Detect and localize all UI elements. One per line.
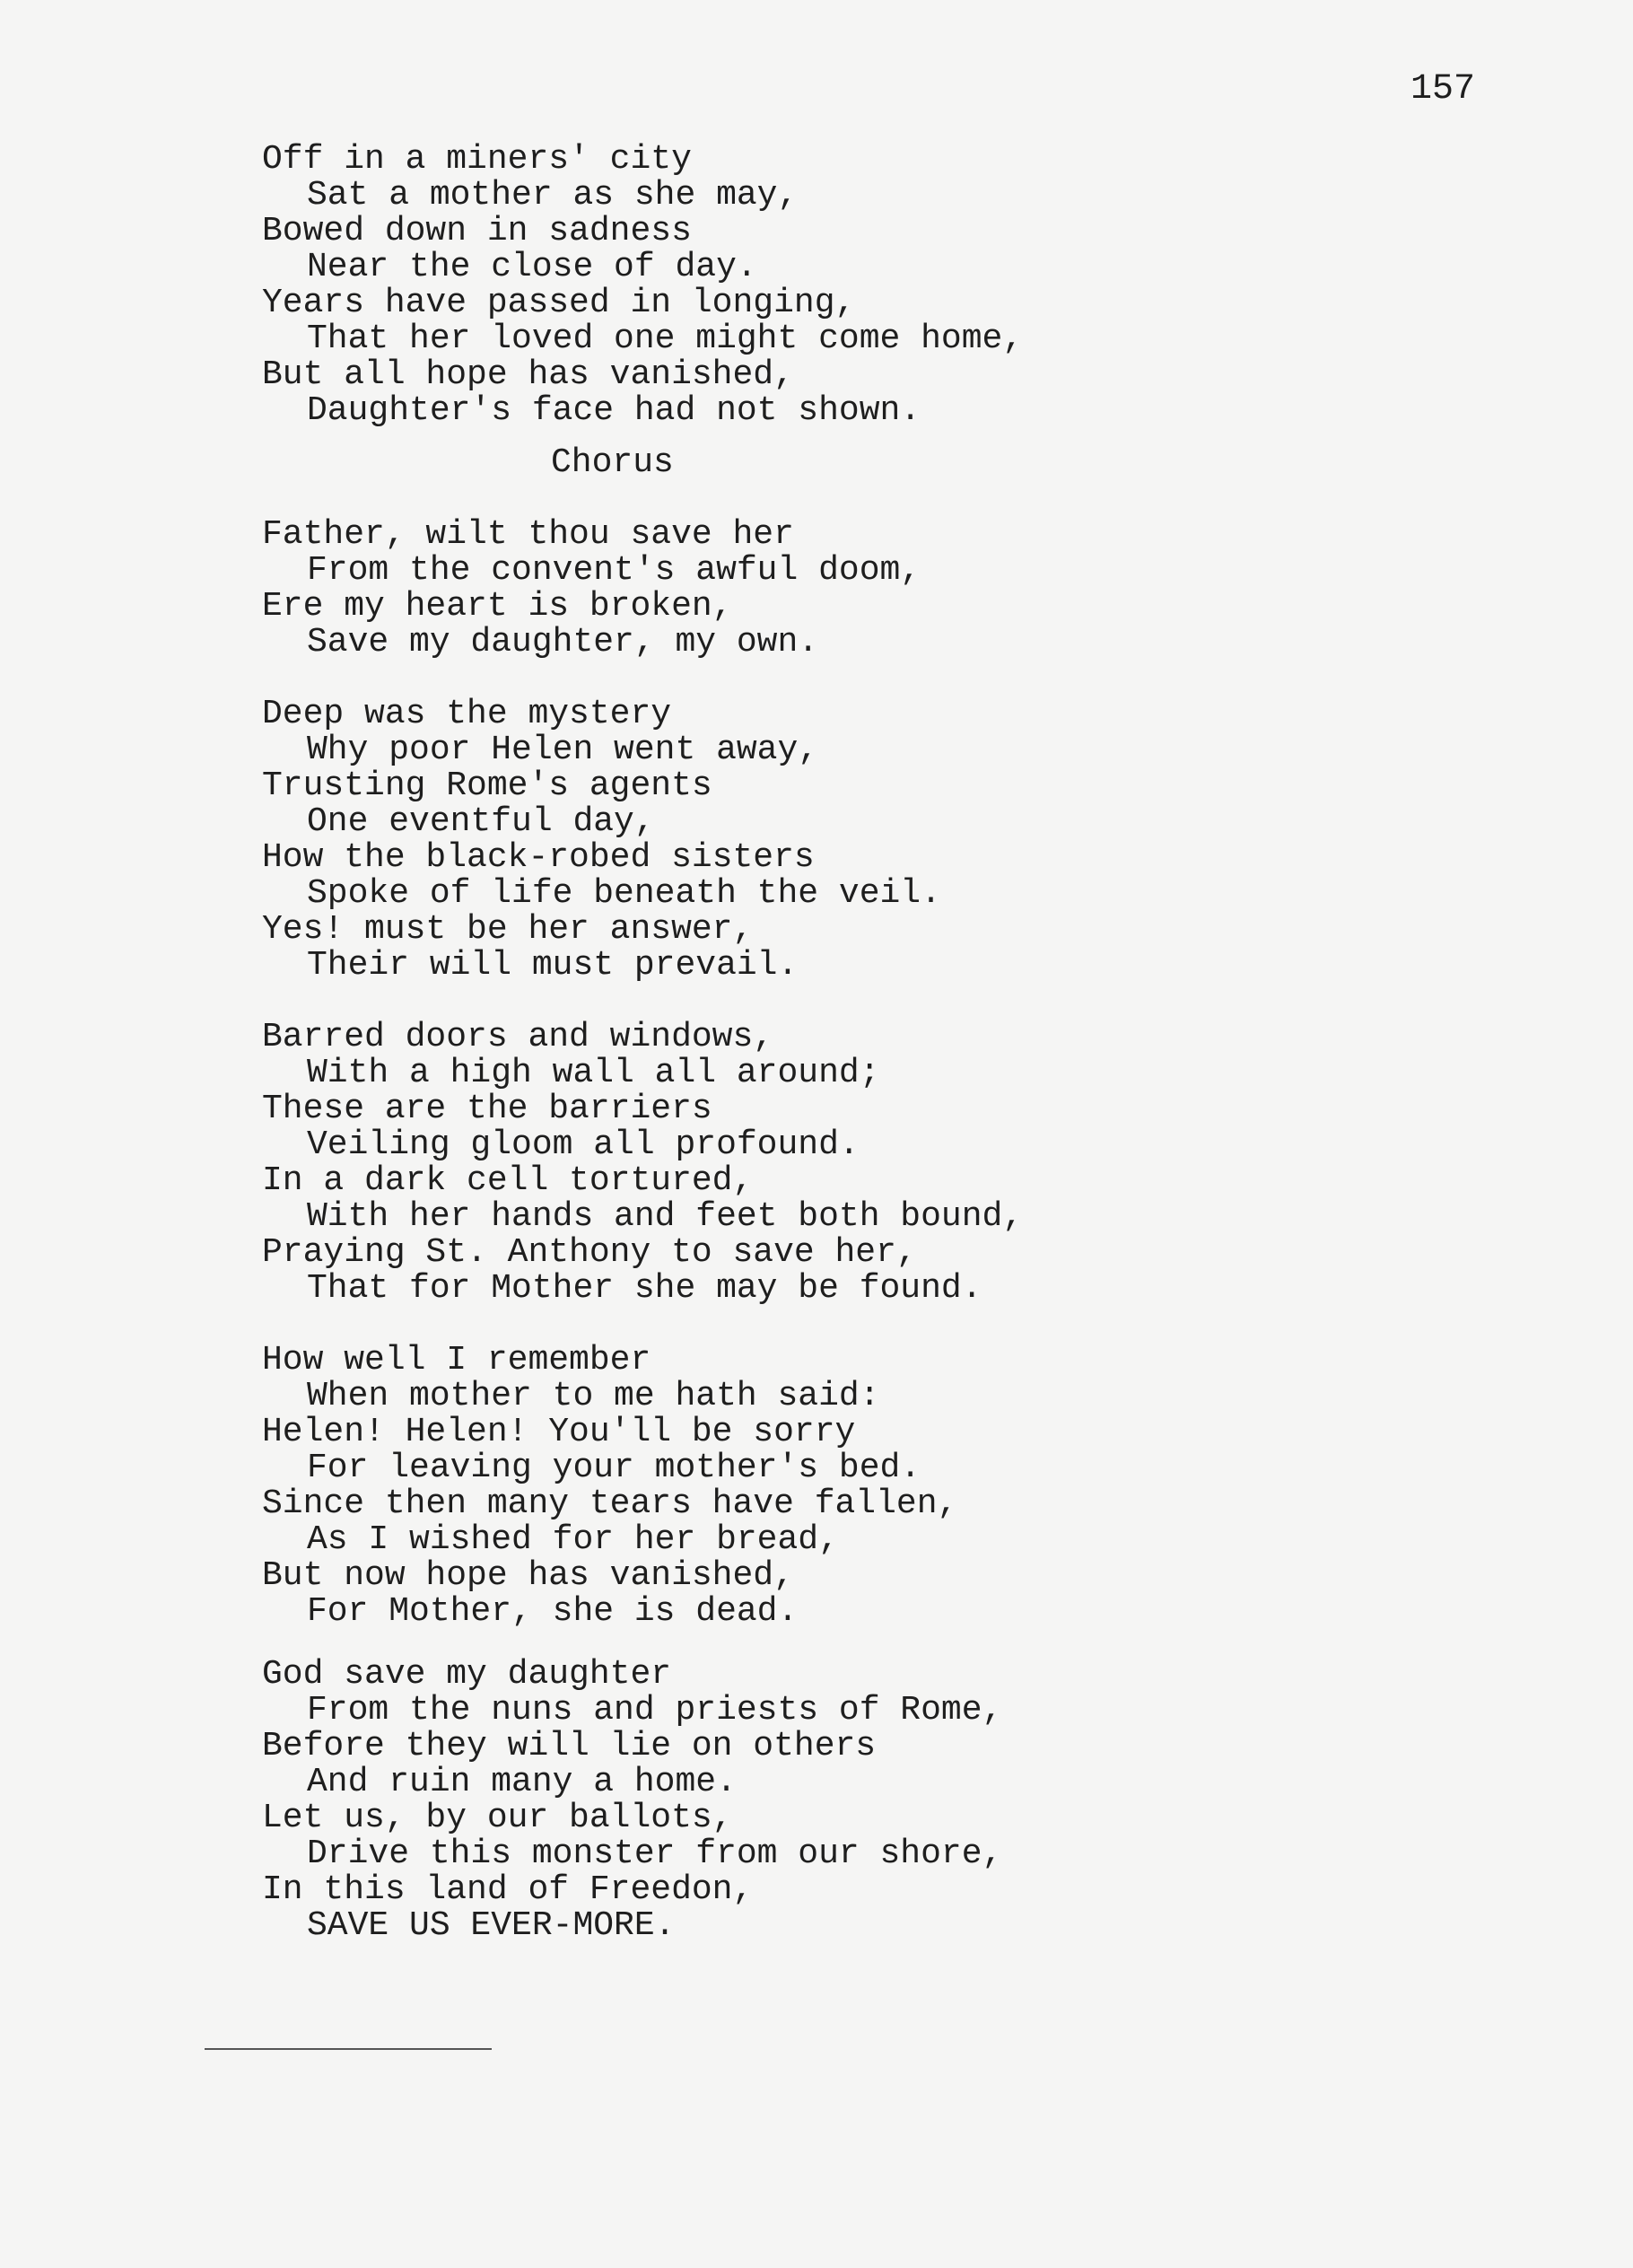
poem-line: With her hands and feet both bound, <box>307 1197 1024 1236</box>
poem-line: From the convent's awful doom, <box>307 551 921 590</box>
poem-line: In a dark cell tortured, <box>262 1161 754 1200</box>
poem-line: One eventful day, <box>307 802 655 841</box>
poem-line: From the nuns and priests of Rome, <box>307 1691 1003 1729</box>
poem-line: How the black-robed sisters <box>262 838 815 877</box>
poem-line: Save my daughter, my own. <box>307 623 819 661</box>
poem-line: Before they will lie on others <box>262 1727 877 1765</box>
poem-line: Veiling gloom all profound. <box>307 1125 860 1164</box>
page-number: 157 <box>1410 69 1476 109</box>
poem-line: Deep was the mystery <box>262 695 672 733</box>
poem-line: That her loved one might come home, <box>307 320 1024 358</box>
poem-line: Daughter's face had not shown. <box>307 391 921 430</box>
poem-line: Helen! Helen! You'll be sorry <box>262 1413 856 1451</box>
poem-line: Near the close of day. <box>307 248 757 286</box>
poem-line: Praying St. Anthony to save her, <box>262 1233 917 1272</box>
poem-line: And ruin many a home. <box>307 1763 737 1801</box>
poem-line: Years have passed in longing, <box>262 284 856 322</box>
poem-line: Ere my heart is broken, <box>262 587 733 626</box>
poem-line: Trusting Rome's agents <box>262 766 712 805</box>
stanza-1 <box>262 142 1536 429</box>
chorus-heading: Chorus <box>551 443 674 482</box>
poem-line: Let us, by our ballots, <box>262 1799 733 1837</box>
poem-line: With a high wall all around; <box>307 1054 880 1092</box>
poem-line: Bowed down in sadness <box>262 212 692 250</box>
stanza-5 <box>262 1657 1536 1944</box>
poem-line: As I wished for her bread, <box>307 1520 839 1559</box>
poem-line: Spoke of life beneath the veil. <box>307 874 941 913</box>
poem-line: Since then many tears have fallen, <box>262 1484 958 1523</box>
poem-line: Why poor Helen went away, <box>307 731 819 769</box>
poem-line: That for Mother she may be found. <box>307 1269 982 1308</box>
poem-line: Drive this monster from our shore, <box>307 1835 1003 1873</box>
poem-line: Barred doors and windows, <box>262 1018 774 1056</box>
poem-line: But now hope has vanished, <box>262 1556 794 1595</box>
poem-line: For Mother, she is dead. <box>307 1592 799 1631</box>
poem-line: Yes! must be her answer, <box>262 910 754 949</box>
stanza-2 <box>262 696 1536 984</box>
stanza-4 <box>262 1343 1536 1630</box>
stanza-chorus <box>262 517 1536 661</box>
footnote-divider <box>205 2048 492 2050</box>
poem-line: Father, wilt thou save her <box>262 515 794 554</box>
poem-line: God save my daughter <box>262 1655 672 1694</box>
poem-line: How well I remember <box>262 1341 651 1379</box>
poem-line: Sat a mother as she may, <box>307 176 799 215</box>
poem-line: Their will must prevail. <box>307 946 799 985</box>
poem-line: For leaving your mother's bed. <box>307 1449 921 1487</box>
poem-line: But all hope has vanished, <box>262 355 794 394</box>
poem-line: These are the barriers <box>262 1090 712 1128</box>
poem-line: In this land of Freedon, <box>262 1870 754 1909</box>
poem-line: SAVE US EVER-MORE. <box>307 1906 676 1945</box>
stanza-3 <box>262 1020 1536 1307</box>
poem <box>262 142 1536 1944</box>
poem-line: Off in a miners' city <box>262 140 692 179</box>
poem-line: When mother to me hath said: <box>307 1377 880 1415</box>
